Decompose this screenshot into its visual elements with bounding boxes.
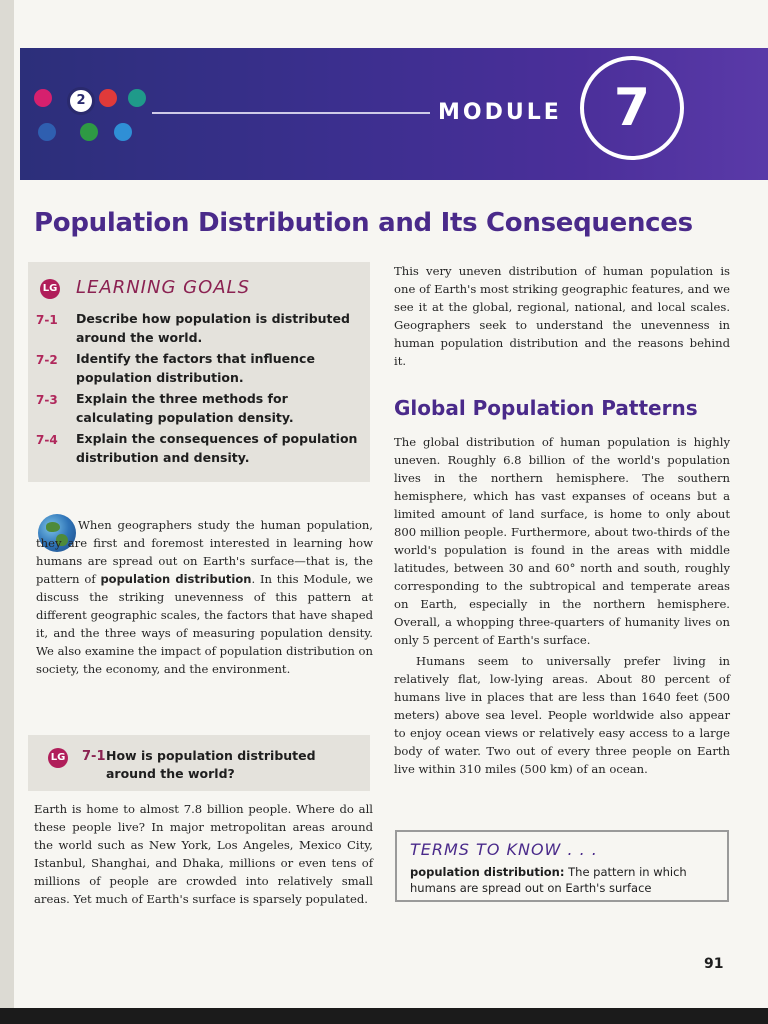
step-dot-6	[80, 123, 98, 141]
goal-text: Explain the three methods for calculating population density.	[76, 391, 294, 425]
body-paragraph: The global distribution of human population is highly uneven. Roughly 6.8 billion of the world's population lives in the northern hemisphere. The southern hemisphere, which has vast expanses of oceans but a limited amount of land surface, is home to only about 800 million people. Furthermore, about two-thirds of the world's population is found in the areas with middle latitudes, between 30 and 60° north and south, roughly corresponding to the subtropical and temperate areas on Earth, especially in the northern hemisphere. Overall, a whopping three-quarters of humanity lives on only 5 percent of Earth's surface.	[394, 435, 730, 647]
step-badge: 2	[67, 87, 95, 115]
terms-to-know-heading: TERMS TO KNOW . . .	[410, 840, 598, 859]
module-label: MODULE	[438, 100, 562, 125]
goal-number: 7-1	[36, 313, 58, 327]
learning-goals-badge: LG	[40, 279, 60, 299]
question-badge: LG	[48, 748, 68, 768]
question-number: 7-1	[82, 749, 106, 764]
step-dot-7	[114, 123, 132, 141]
document-page	[14, 0, 768, 1010]
goal-text: Explain the consequences of population distribution and density.	[76, 431, 358, 465]
scan-shadow	[0, 1008, 768, 1024]
banner-rule	[152, 112, 430, 114]
module-number: 7	[613, 78, 651, 138]
section-heading: Global Population Patterns	[394, 396, 698, 420]
key-term: population distribution	[100, 572, 252, 586]
goal-text: Identify the factors that influence population distribution.	[76, 351, 315, 385]
body-paragraph: This very uneven distribution of human population is one of Earth's most striking geographic features, and we see it at the global, regional, national, and local scales. Geographers seek to understand the unevenness in human population distribution and the reasons behind it.	[394, 264, 730, 368]
body-paragraph: Humans seem to universally prefer living in relatively flat, low-lying areas. About 80 percent of humans live in places that are less than 1640 feet (500 meters) above sea level. People worldwide also appear to enjoy ocean views or relatively easy access to a large body of water. Two out of every three people on Earth live within 310 miles (500 km) of an ocean.	[394, 654, 730, 776]
goal-number: 7-4	[36, 433, 58, 447]
step-dot-4	[128, 89, 146, 107]
goal-number: 7-3	[36, 393, 58, 407]
question-text: How is population distributed around the world?	[106, 748, 316, 781]
page-number: 91	[704, 956, 724, 972]
page-edge	[0, 0, 14, 1010]
learning-goals-heading: LEARNING GOALS	[76, 277, 251, 298]
body-paragraph: Earth is home to almost 7.8 billion people. Where do all these people live? In major metropolitan areas around the world such as New York, Los Angeles, Mexico City, Istanbul, Shanghai, and Dhaka, millions or even tens of millions of people are crowded into relatively small areas. Yet much of Earth's surface is sparsely populated.	[34, 802, 373, 906]
goal-text: Describe how population is distributed around the world.	[76, 311, 350, 345]
page-title: Population Distribution and Its Consequences	[34, 208, 693, 238]
step-dot-1	[34, 89, 52, 107]
term-label: population distribution:	[410, 865, 565, 879]
step-dot-5	[38, 123, 56, 141]
goal-number: 7-2	[36, 353, 58, 367]
intro-paragraph: When geographers study the human population, they are first and foremost interested in learning how humans are spread out on Earth's surface—that is, the pattern of population distribution. In this Module, we discuss the striking unevenness of this pattern at different geographic scales, the factors that have shaped it, and the three ways of measuring population density. We also examine the impact of population distribution on society, the economy, and the environment.	[36, 518, 374, 676]
step-dot-3	[99, 89, 117, 107]
term-definition: population distribution: The pattern in which humans are spread out on Earth's surface	[410, 865, 687, 895]
